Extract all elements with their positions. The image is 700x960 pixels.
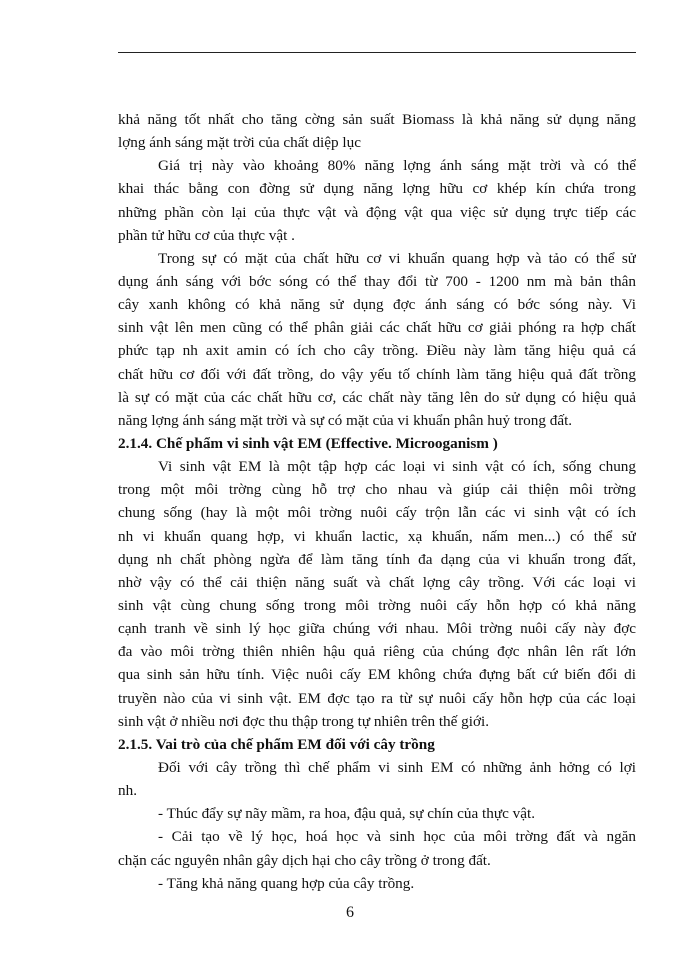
text-line: nh.: [118, 782, 137, 800]
text-line: Đối với cây trồng thì chế phẩm vi sinh EM có những ảnh hởng có lợi: [158, 758, 636, 776]
text-line: qua sinh sản hữu tính. Việc nuôi cấy EM không chứa đựng bất cứ biến đổi di: [118, 666, 636, 684]
text-line: lợng ánh sáng mặt trời của chất diệp lục: [118, 134, 361, 152]
text-line: Trong sự có mặt của chất hữu cơ vi khuẩn quang hợp và tảo có thể sử: [158, 249, 636, 267]
text-line: chất hữu cơ đối với đất trồng, do vậy yếu tố chính làm tăng hiệu quả đất trồng: [118, 365, 636, 383]
text-line: sinh vật ở nhiều nơi đợc thu thập trong tự nhiên trên thế giới.: [118, 712, 490, 730]
text-line: những phần còn lại của thực vật và động vật qua việc sử dụng trực tiếp các: [118, 203, 636, 221]
text-line: đa vào môi trờng thiên nhiên hậu quả riêng của chúng đợc nhân lên rất lớn: [118, 643, 636, 661]
text-line: là sự có mặt của các chất hữu cơ, các chất này tăng lên do sử dụng có hiệu quả: [118, 388, 636, 406]
bullet-item: - Tăng khả năng quang hợp của cây trồng.: [158, 874, 415, 892]
bullet-item: - Thúc đẩy sự nãy mầm, ra hoa, đậu quả, sự chín của thực vật.: [158, 805, 535, 823]
bullet-item: - Cải tạo về lý học, hoá học và sinh học của môi trờng đất và ngăn: [158, 828, 636, 846]
section-heading-2-1-5: 2.1.5. Vai trò của chế phẩm EM đối với cây trồng: [118, 735, 435, 753]
page-body: [118, 108, 636, 895]
text-line: nh vi khuẩn quang hợp, vi khuẩn lactic, xạ khuẩn, nấm men...) có thể sử: [118, 527, 636, 545]
text-line: dụng ánh sáng với bớc sóng có thể thay đổi từ 700 - 1200 nm mà bản thân: [118, 272, 636, 290]
text-line: năng lợng ánh sáng mặt trời và sự có mặt của vi khuẩn phân huỷ trong đất.: [118, 411, 573, 429]
header-rule: [118, 52, 636, 53]
text-line: trong một môi trờng cùng hỗ trợ cho nhau và giúp cải thiện môi trờng: [118, 481, 636, 499]
text-line: sinh vật cùng chung sống trong môi trờng nuôi cấy hỗn hợp có khả năng: [118, 596, 636, 614]
text-line: dụng nh chất phòng ngừa để làm tăng tính đa dạng của vi khuẩn trong đất,: [118, 550, 636, 568]
text-line: nhờ vậy có thể cải thiện năng suất và chất lợng cây trồng. Với các loại vi: [118, 573, 636, 591]
page-number: 6: [346, 904, 354, 921]
text-line: truyền nào của vi sinh vật. EM đợc tạo ra từ sự nuôi cấy hỗn hợp của các loại: [118, 689, 636, 707]
text-line: sinh vật lên men cũng có thể phân giải các chất hữu cơ giải phóng ra hợp chất: [118, 319, 636, 337]
text-line: phần tử hữu cơ của thực vật .: [118, 226, 295, 244]
text-line: khai thác bằng con đờng sử dụng năng lợng hữu cơ khép kín chứa trong: [118, 180, 636, 198]
text-line: khả năng tốt nhất cho tăng cờng sản suất Biomass là khả năng sử dụng năng: [118, 111, 636, 128]
text-line: Vi sinh vật EM là một tập hợp các loại vi sinh vật có ích, sống chung: [158, 458, 636, 476]
text-line: phức tạp nh axit amin có ích cho cây trồng. Điều này làm tăng hiệu quả cá: [118, 342, 636, 360]
text-line: cạnh tranh về sinh lý học giữa chúng với nhau. Môi trờng nuôi cấy này đợc: [118, 620, 636, 638]
section-heading-2-1-4: 2.1.4. Chế phẩm vi sinh vật EM (Effective. Microoganism ): [118, 434, 498, 452]
text-line: Giá trị này vào khoảng 80% năng lợng ánh sáng mặt trời và có thể: [158, 157, 636, 175]
text-line: chặn các nguyên nhân gây dịch hại cho cây trồng ở trong đất.: [118, 851, 491, 869]
text-line: chung sống (hay là một môi trờng nuôi cấy trộn lẫn các vi sinh vật có ích: [118, 504, 636, 522]
text-line: cây xanh không có khả năng sử dụng đợc ánh sáng có bớc sóng này. Vi: [118, 296, 636, 314]
